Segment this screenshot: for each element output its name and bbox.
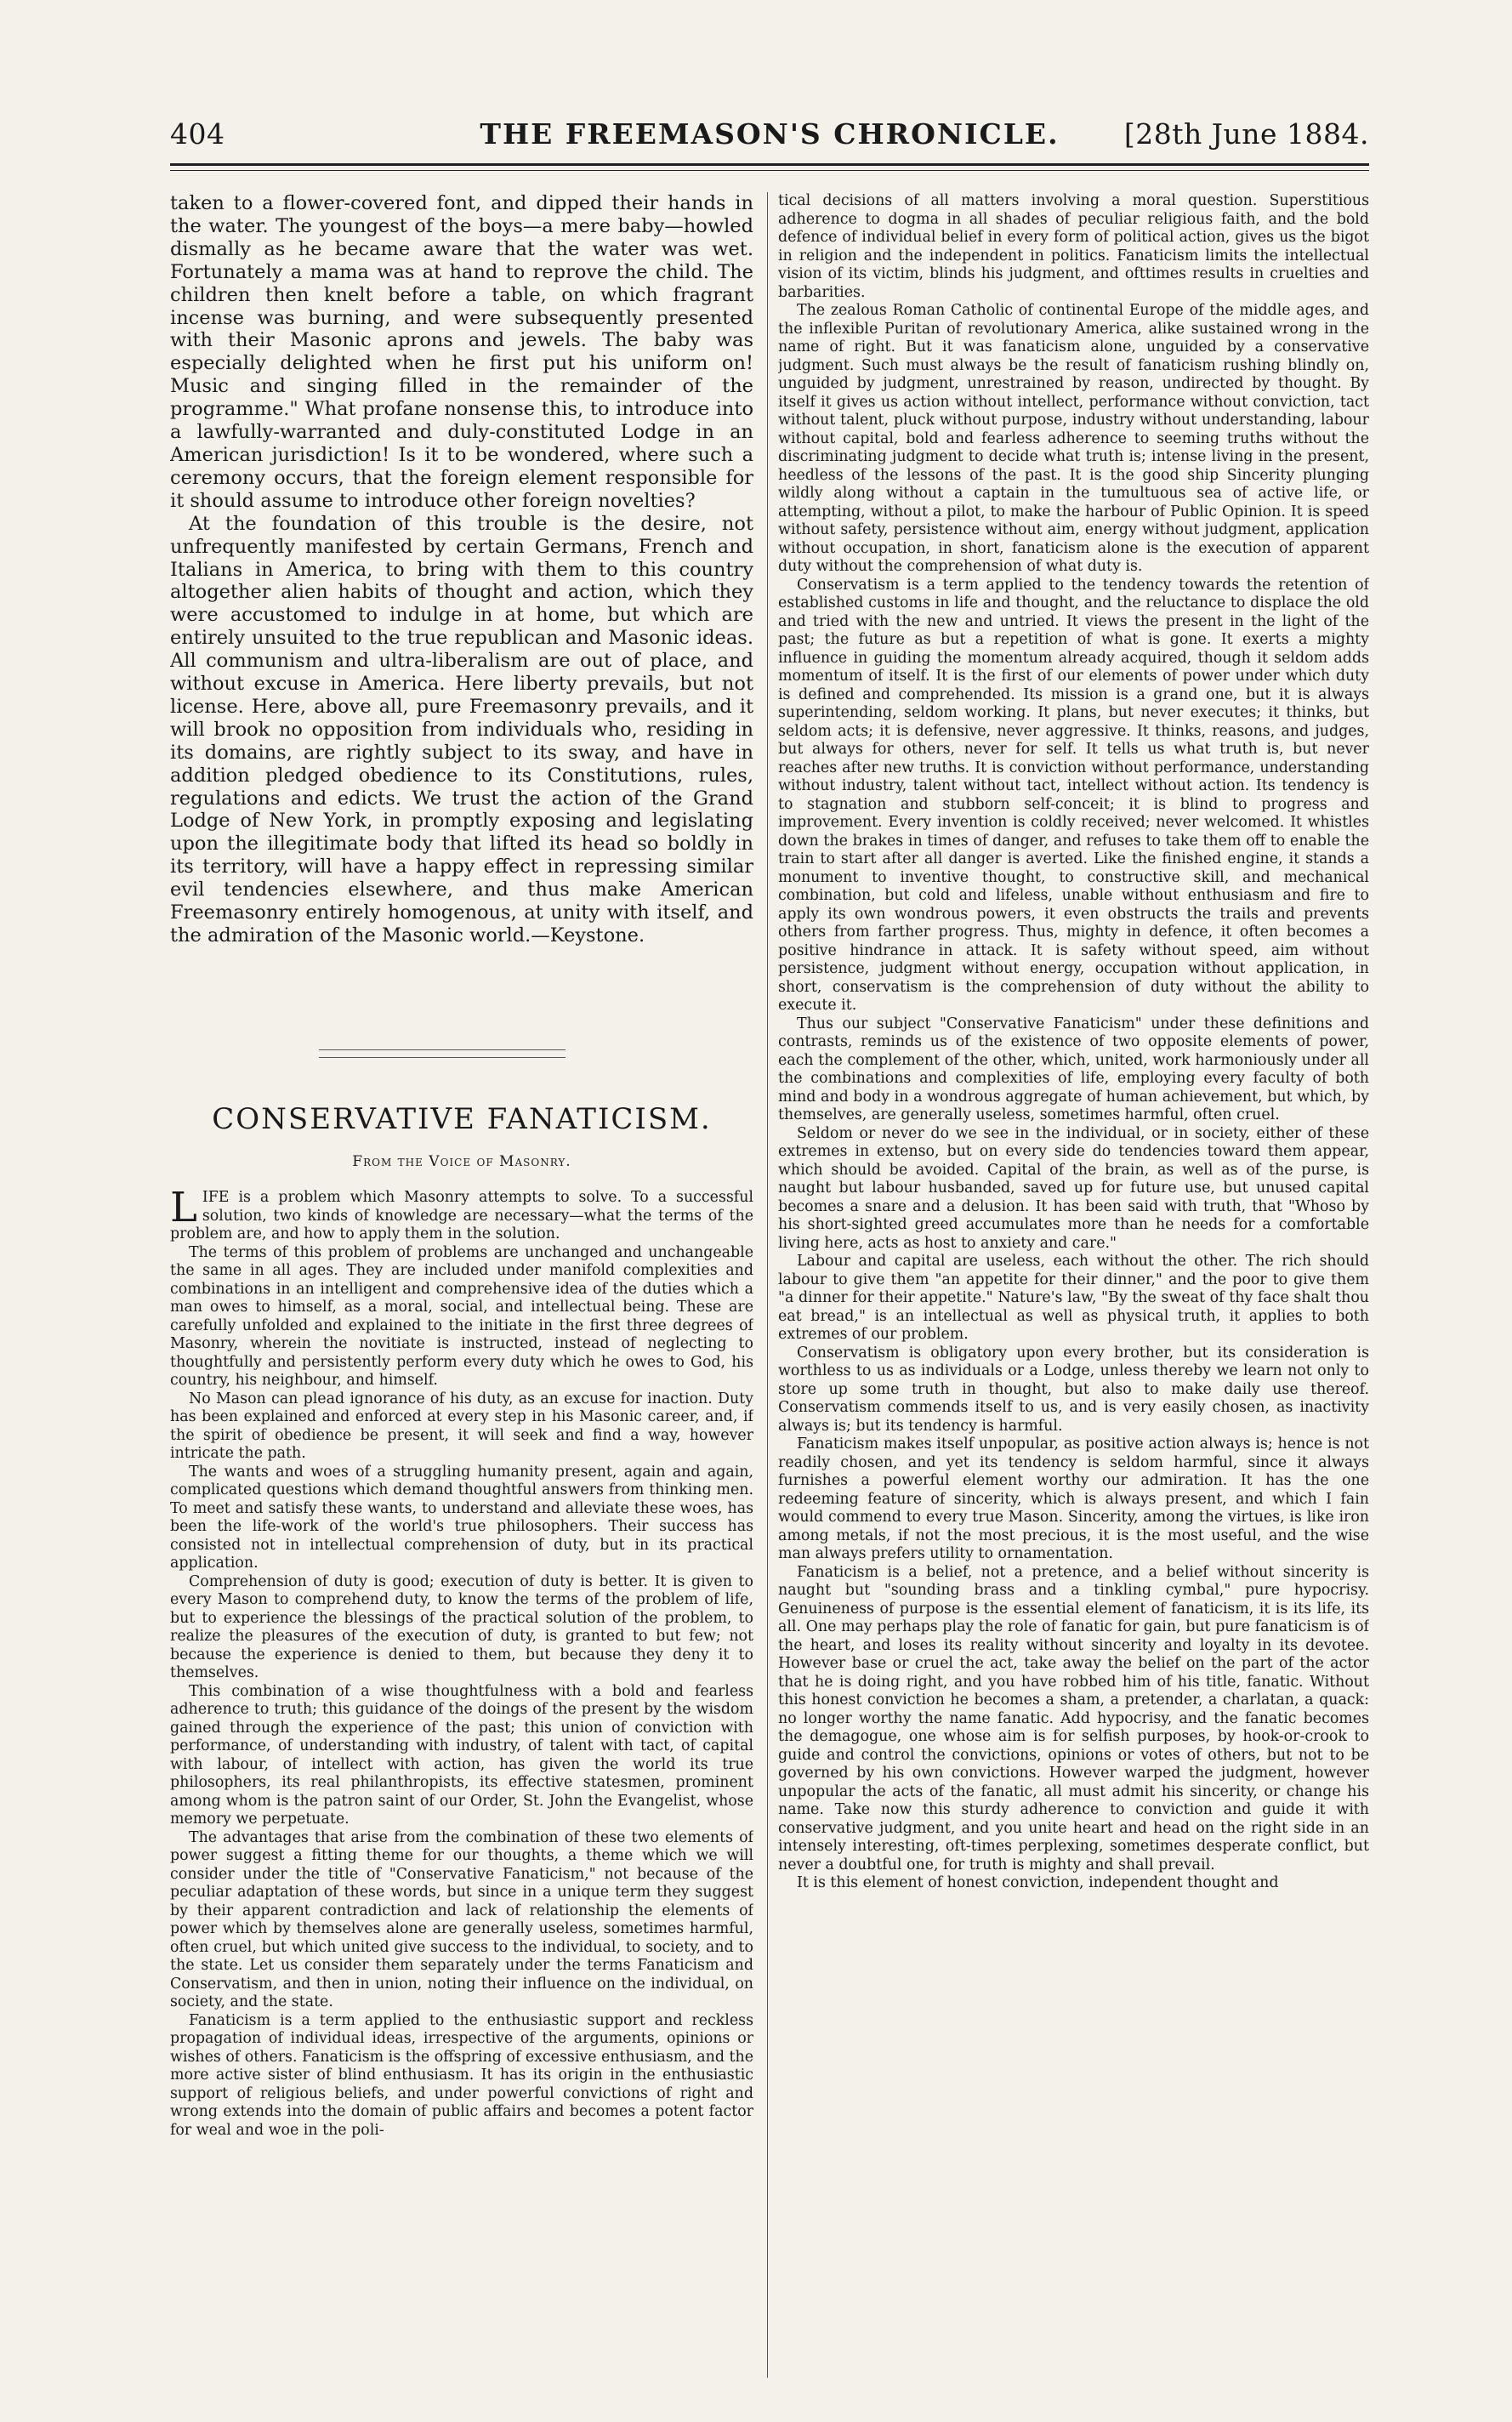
publication-title: THE FREEMASON'S CHRONICLE. <box>480 117 1060 151</box>
section-ornament-rule <box>319 1049 566 1058</box>
paragraph: Conservatism is obligatory upon every brother, but its consideration is worthless to us as individuals or a Lodge, unless thereby we learn not only to store up some truth in thought, but also to make daily use thereof. Conservatism commends itself to us, and is very easily chosen, as inactivity always is; but its tendency is harmful. <box>778 1344 1369 1435</box>
paragraph: The wants and woes of a struggling humanity present, again and again, complicated questions which demand thoughtful answers from thinking men. To meet and satisfy these wants, to understand and alleviate these woes, has been the life-work of the world's true philosophers. Their success has consisted not in intellectual comprehension of duty, but in its practical application. <box>170 1463 753 1572</box>
column-divider <box>767 192 768 2378</box>
article-right-column <box>778 192 1369 2378</box>
drop-cap: L <box>170 1189 197 1231</box>
article-source: From the Voice of Masonry. <box>352 1153 571 1170</box>
paragraph: Seldom or never do we see in the individual, or in society, either of these extremes in extenso, but on every side do tendencies toward them appear, which should be avoided. Capital of the brain, as well as of the purse, is naught but labour husbanded, saved up for future use, but unused capital becomes a snare and a delusion. It has been said with truth, that "Whoso by his short-sighted greed accumulates more than he needs for a comfortable living here, acts as host to anxiety and care." <box>778 1124 1369 1252</box>
paragraph: The terms of this problem of problems are unchanged and unchangeable the same in all ages. They are included under manifold complexities and combinations in an intelligent and comprehensive idea of the duties which a man owes to himself, as a moral, social, and intellectual being. These are carefully unfolded and explained to the initiate in the first three degrees of Masonry, wherein the novitiate is instructed, instead of neglecting to thoughtfully and persistently perform every duty which he owes to God, his country, his neighbour, and himself. <box>170 1243 753 1389</box>
article-heading: CONSERVATIVE FANATICISM. <box>212 1102 712 1136</box>
paragraph: This combination of a wise thoughtfulness with a bold and fearless adherence to truth; this guidance of the doings of the present by the wisdom gained through the experience of the past; this union of conviction with performance, of understanding with industry, of talent with tact, of capital with labour, of intellect with action, has given the world its true philosophers, its real philanthropists, its effective statesmen, prominent among whom is the patron saint of our Order, St. John the Evangelist, whose memory we perpetuate. <box>170 1682 753 1828</box>
paragraph: Fanaticism is a belief, not a pretence, and a belief without sincerity is naught but "sounding brass and a tinkling cymbal," pure hypocrisy. Genuineness of purpose is the essential element of fanaticism, it is its life, its all. One may perhaps play the role of fanatic for gain, but pure fanaticism is of the heart, and loses its reality without sincerity and loyalty in its devotee. However base or cruel the act, take away the belief on the part of the actor that he is doing right, and you have robbed him of his title, fanatic. Without this honest conviction he becomes a sham, a pretender, a charlatan, a quack: no longer worthy the name fanatic. Add hypocrisy, and the fanatic becomes the demagogue, one whose aim is for selfish purposes, by hook-or-crook to guide and control the convictions, opinions or votes of others, but not to be governed by his own convictions. However warped the judgment, however unpopular the acts of the fanatic, all must admit his sincerity, or change his name. Take now this sturdy adherence to conviction and guide it with conservative judgment, and you unite heart and head on the right side in an intensely interesting, oft-times perplexing, sometimes desperate conflict, but never a doubtful one, for truth is mighty and shall prevail. <box>778 1563 1369 1873</box>
issue-date: [28th June 1884. <box>1123 117 1369 151</box>
lead-text: IFE is a problem which Masonry attempts to solve. To a successful solution, two kinds of knowledge are necessary—what the terms of the problem are, and how to apply them in the solution. <box>170 1189 753 1242</box>
masthead-rule-thin <box>170 170 1369 171</box>
paragraph: At the foundation of this trouble is the desire, not unfrequently manifested by certain Germans, French and Italians in America, to bring with them to this country altogether alien habits of thought and action, which they were accustomed to indulge in at home, but which are entirely unsuited to the true republican and Masonic ideas. All communism and ultra-liberalism are out of place, and without excuse in America. Here liberty prevails, but not license. Here, above all, pure Freemasonry prevails, and it will brook no opposition from individuals who, residing in its domains, are rightly subject to its sway, and have in addition pledged obedience to its Constitutions, rules, regulations and edicts. We trust the action of the Grand Lodge of New York, in promptly exposing and legislating upon the illegitimate body that lifted its head so boldly in its territory, will have a happy effect in repressing similar evil tendencies elsewhere, and thus make American Freemasonry entirely homogenous, at unity with itself, and the admiration of the Masonic world.—Keystone. <box>170 512 753 947</box>
masthead-rule <box>170 163 1369 166</box>
paragraph: tical decisions of all matters involving a moral question. Superstitious adherence to dogma in all shades of peculiar religious faith, and the bold defence of individual belief in every form of political action, gives us the bigot in religion and the independent in politics. Fanaticism limits the intellectual vision of its victim, blinds his judgment, and ofttimes results in cruelties and barbarities. <box>778 192 1369 301</box>
masthead <box>170 117 1369 163</box>
paragraph: Labour and capital are useless, each without the other. The rich should labour to give them "an appetite for their dinner," and the poor to give them "a dinner for their appetite." Nature's law, "By the sweat of thy face shalt thou eat bread," is an intellectual as well as physical truth, it applies to both extremes of our problem. <box>778 1253 1369 1343</box>
paragraph: Thus our subject "Conservative Fanaticism" under these definitions and contrasts, reminds us of the existence of two opposite elements of power, each the complement of the other, which, united, work harmoniously under all the combinations and complexities of life, employing every faculty of both mind and body in a wondrous aggregate of human achievement, but which, by themselves, are generally useless, sometimes harmful, often cruel. <box>778 1015 1369 1123</box>
paragraph: It is this element of honest conviction, independent thought and <box>797 1874 1279 1891</box>
previous-article-column <box>170 192 753 1051</box>
paragraph: No Mason can plead ignorance of his duty, as an excuse for inaction. Duty has been explained and enforced at every step in his Masonic career, and, if the spirit of obedience be present, it will seek and find a way, however intricate the path. <box>170 1390 753 1462</box>
lead-paragraph <box>170 1189 753 1244</box>
paragraph: Fanaticism is a term applied to the enthusiastic support and reckless propagation of individual ideas, irrespective of the arguments, opinions or wishes of others. Fanaticism is the offspring of excessive enthusiasm, and the more active sister of blind enthusiasm. It has its origin in the enthusiastic support of religious beliefs, and under powerful convictions of right and wrong extends into the domain of public affairs and becomes a potent factor for weal and woe in the poli- <box>170 2011 753 2139</box>
paragraph: The advantages that arise from the combination of these two elements of power suggest a fitting theme for our thoughts, a theme which we will consider under the title of "Conservative Fanaticism," not because of the peculiar adaptation of these words, but since in a unique term they suggest by their apparent contradiction and lack of relationship the elements of power which by themselves alone are generally useless, sometimes harmful, often cruel, but which united give success to the individual, to society, and to the state. Let us consider them separately under the terms Fanaticism and Conservatism, and then in union, noting their influence on the individual, on society, and the state. <box>170 1828 753 2010</box>
paragraph: Conservatism is a term applied to the tendency towards the retention of established customs in life and thought, and the reluctance to displace the old and tried with the new and untried. It views the present in the light of the past; the future as but a repetition of what is gone. It exerts a mighty influence in guiding the momentum already acquired, though it seldom adds momentum of itself. It is the first of our elements of power under which duty is defined and comprehended. Its mission is a grand one, but it is always superintending, seldom working. It plans, but never executes; it thinks, but seldom acts; it is defensive, never aggressive. It thinks, reasons, and judges, but always for others, never for self. It tells us what truth is, but never reaches after new truths. It is conviction without performance, understanding without industry, talent without tact, intellect without action. Its tendency is to stagnation and stubborn self-conceit; it is blind to progress and improvement. Every invention is coldly received; never welcomed. It whistles down the brakes in times of danger, and refuses to take them off to enable the train to start after all danger is averted. Like the finished engine, it stands a monument to inventive thought, to constructive skill, and mechanical combination, but cold and lifeless, unable without enthusiasm and fire to apply its own wondrous powers, it even obstructs the trails and prevents others from farther progress. Thus, mighty in defence, it often becomes a positive hindrance in attack. It is safety without speed, aim without persistence, judgment without energy, occupation without application, in short, conservatism is the comprehension of duty without the ability to execute it. <box>778 576 1369 1014</box>
article-left-column <box>170 1189 753 2379</box>
paragraph: Fanaticism makes itself unpopular, as positive action always is; hence is not readily chosen, and yet its tendency is seldom harmful, since it always furnishes a powerful element worthy our admiration. It has the one redeeming feature of sincerity, which is always present, and which I fain would commend to every true Mason. Sincerity, among the virtues, is like iron among metals, if not the most precious, it is the most useful, and the wise man always prefers utility to ornamentation. <box>778 1436 1369 1562</box>
paragraph: taken to a flower-covered font, and dipped their hands in the water. The youngest of the boys—a mere baby—howled dismally as he became aware that the water was wet. Fortunately a mama was at hand to reprove the child. The children then knelt before a table, on which fragrant incense was burning, and were subsequently presented with their Masonic aprons and jewels. The baby was especially delighted when he first put his uniform on! Music and singing filled in the remainder of the programme." What profane nonsense this, to introduce into a lawfully-warranted and duly-constituted Lodge in an American jurisdiction! Is it to be wondered, where such a ceremony occurs, that the foreign element responsible for it should assume to introduce other foreign novelties? <box>170 192 753 512</box>
page-number: 404 <box>170 117 225 151</box>
paragraph: Comprehension of duty is good; execution of duty is better. It is given to every Mason to comprehend duty, to know the terms of the problem of life, but to experience the blessings of the practical solution of the problem, to realize the pleasures of the execution of duty, is granted to but few; not because the experience is denied to them, but because they deny it to themselves. <box>170 1572 753 1681</box>
paragraph: The zealous Roman Catholic of continental Europe of the middle ages, and the inflexible Puritan of revolutionary America, alike sustained wrong in the name of right. But it was fanaticism alone, unguided by a conservative judgment. Such must always be the result of fanaticism rushing blindly on, unguided by judgment, unrestrained by reason, undirected by thought. By itself it gives us action without intellect, performance without conviction, tact without talent, pluck without purpose, industry without understanding, labour without capital, bold and fearless adherence to seeming truths without the discriminating judgment to decide what truth is; intense living in the present, heedless of the lessons of the past. It is the good ship Sincerity plunging wildly along without a captain in the tumultuous sea of active life, or attempting, without a pilot, to make the harbour of Public Opinion. It is speed without safety, persistence without aim, energy without judgment, application without occupation, in short, fanaticism alone is the execution of apparent duty without the comprehension of what duty is. <box>778 302 1369 575</box>
